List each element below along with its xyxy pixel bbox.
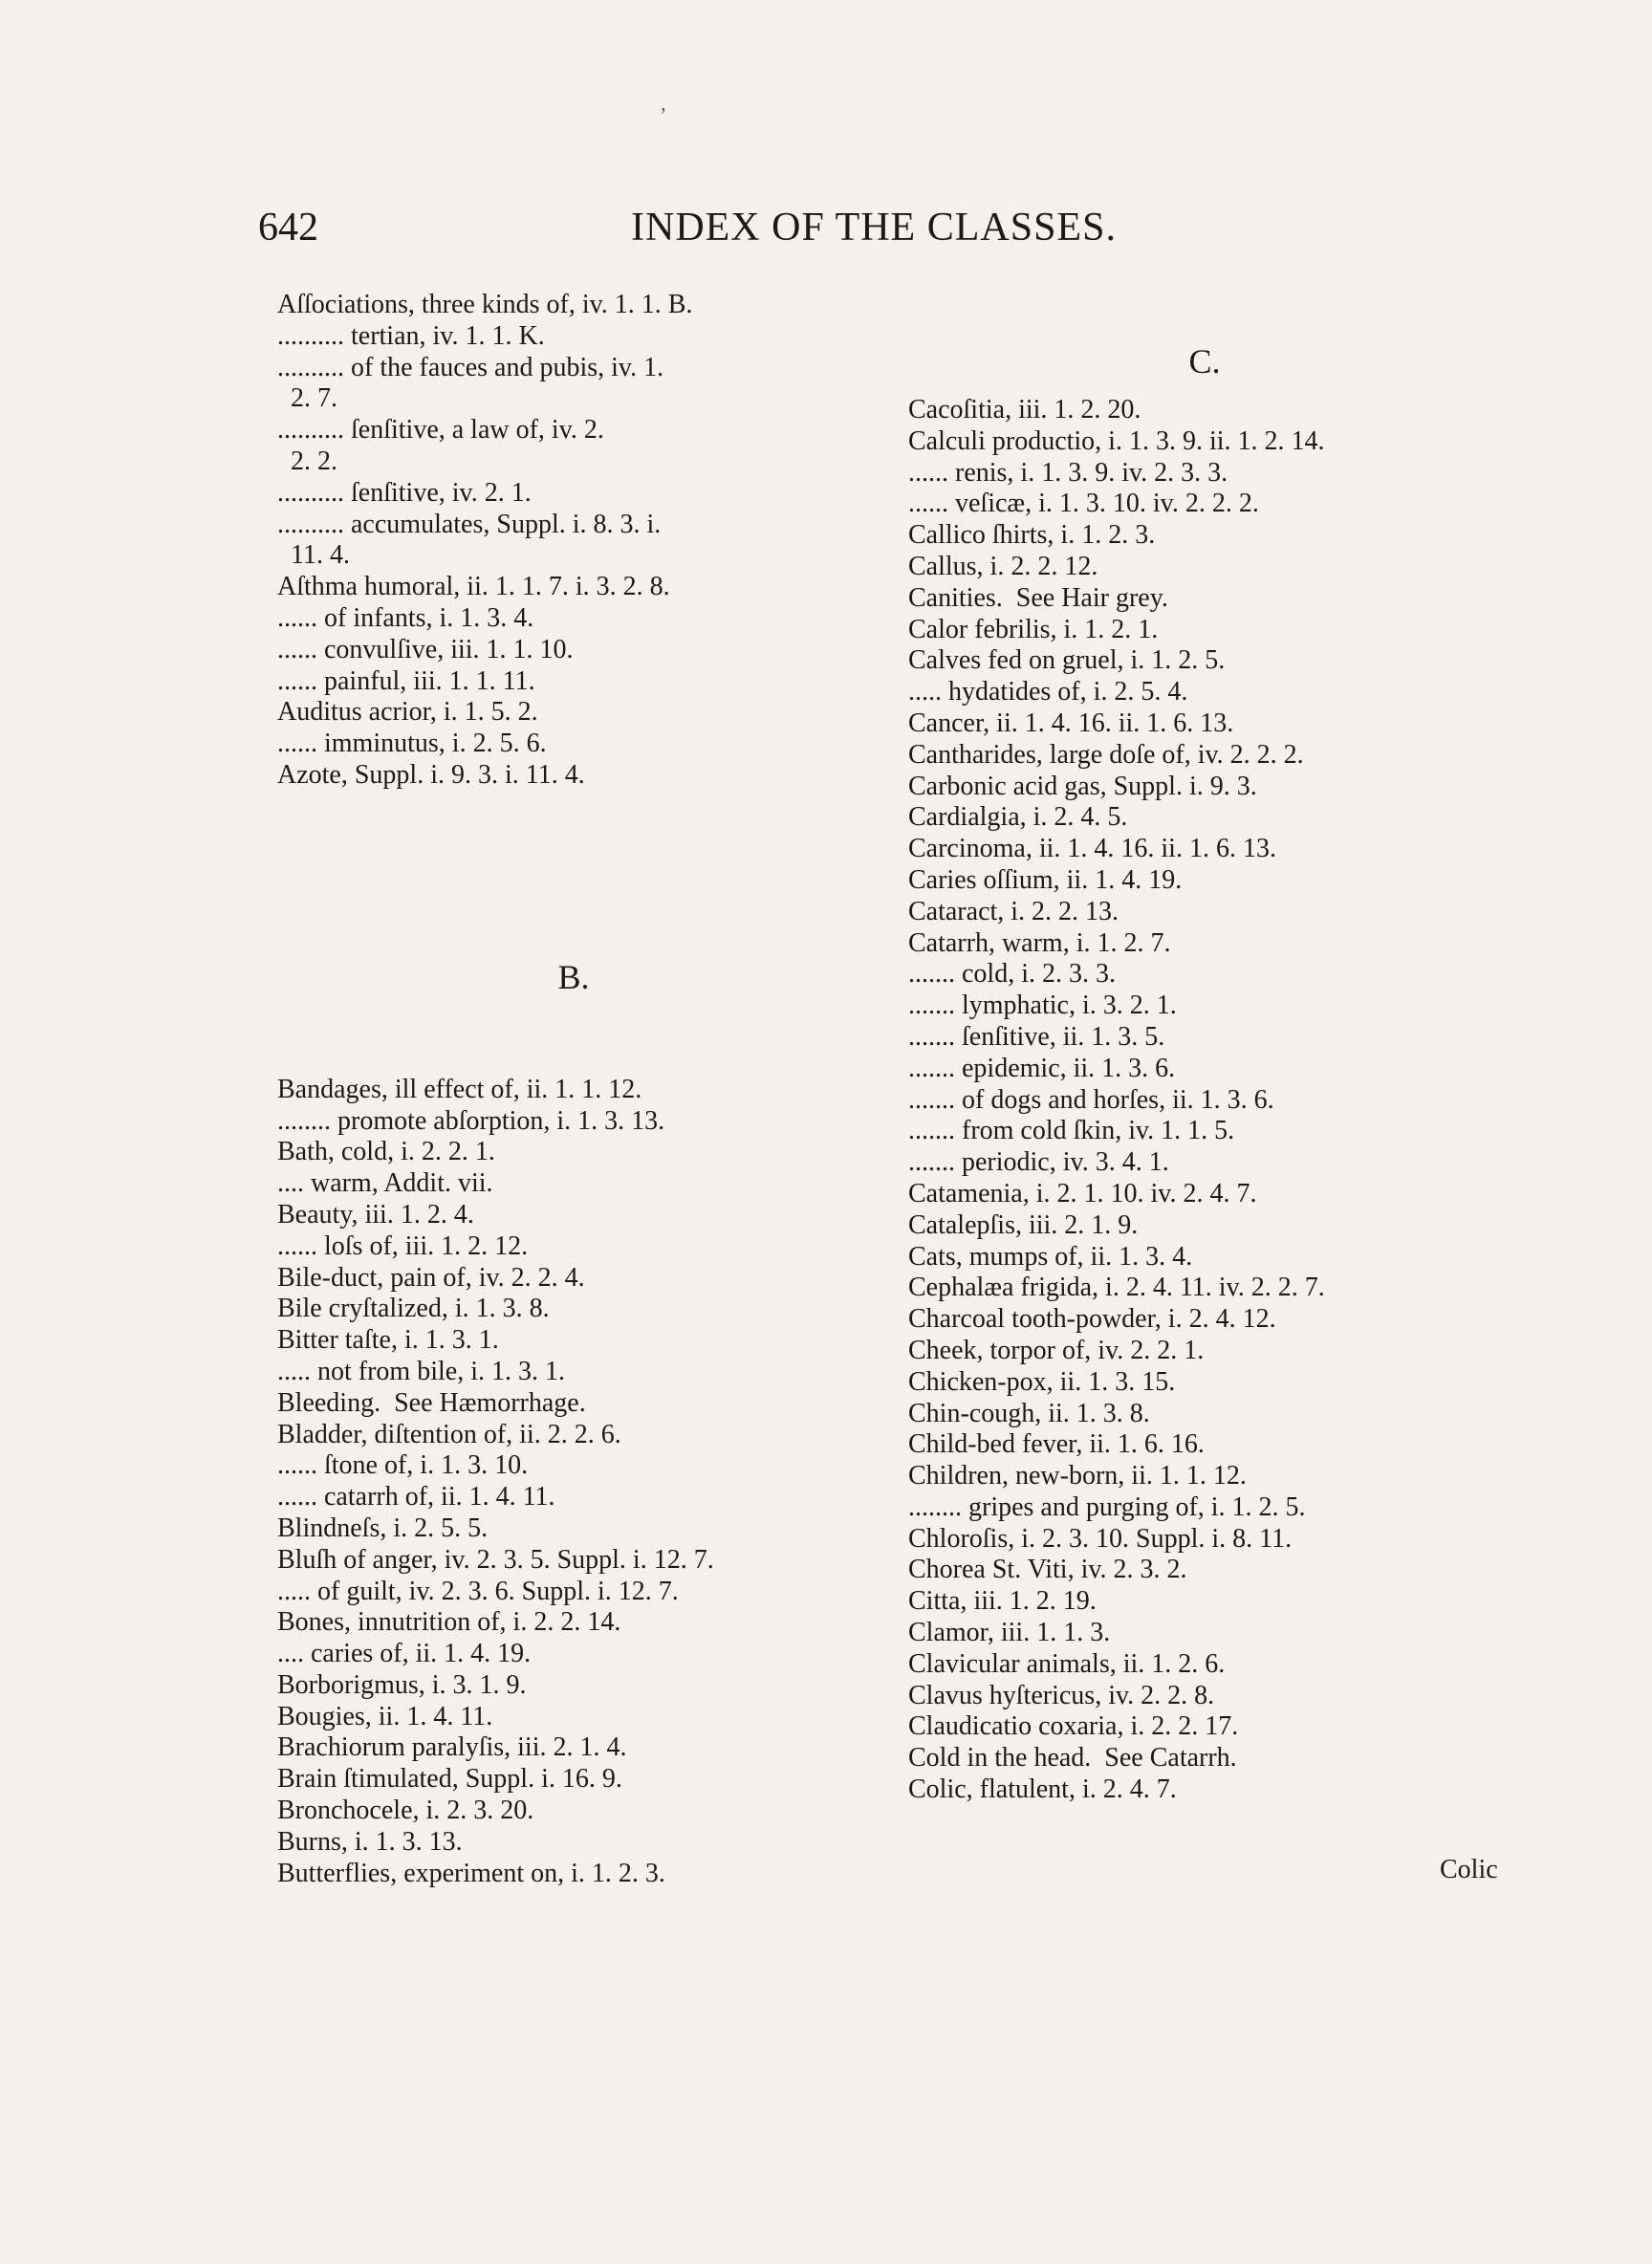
index-entry: Calor febrilis, i. 1. 2. 1. (908, 614, 1159, 644)
index-entry: ....... periodic, iv. 3. 4. 1. (908, 1147, 1169, 1178)
index-entry: .......... accumulates, Suppl. i. 8. 3. i. (277, 509, 662, 539)
page-number: 642 (258, 206, 318, 250)
index-entry: Bath, cold, i. 2. 2. 1. (277, 1137, 495, 1167)
index-entry: ....... of dogs and horſes, ii. 1. 3. 6. (908, 1084, 1274, 1115)
index-entry: Cephalæa frigida, i. 2. 4. 11. iv. 2. 2. 7. (908, 1273, 1325, 1303)
index-entry: ..... not from bile, i. 1. 3. 1. (277, 1356, 565, 1386)
index-entry: Cacoſitia, iii. 1. 2. 20. (908, 395, 1141, 424)
index-entry: Cats, mumps of, ii. 1. 3. 4. (908, 1241, 1193, 1272)
index-entry: ...... catarrh of, ii. 1. 4. 11. (277, 1482, 555, 1513)
index-entry: Chloroſis, i. 2. 3. 10. Suppl. i. 8. 11. (908, 1523, 1293, 1554)
index-entry: Citta, iii. 1. 2. 19. (908, 1586, 1097, 1617)
index-entry: Bronchocele, i. 2. 3. 20. (277, 1796, 534, 1826)
index-entry: Bleeding. See Hæmorrhage. (277, 1387, 586, 1418)
section-heading-c: C. (1188, 342, 1221, 381)
index-entry: ........ gripes and purging of, i. 1. 2. 5. (908, 1491, 1306, 1522)
index-entry: ....... epidemic, ii. 1. 3. 6. (908, 1053, 1176, 1083)
index-entry: Charcoal tooth-powder, i. 2. 4. 12. (908, 1304, 1276, 1335)
catchword: Colic (1440, 1855, 1498, 1884)
page-title: INDEX OF THE CLASSES. (631, 206, 1117, 250)
index-entry: Bones, innutrition of, i. 2. 2. 14. (277, 1607, 621, 1638)
index-entry: Clavicular animals, ii. 1. 2. 6. (908, 1648, 1226, 1679)
index-entry: ...... of infants, i. 1. 3. 4. (277, 602, 534, 633)
index-entry: Cancer, ii. 1. 4. 16. ii. 1. 6. 13. (908, 708, 1234, 738)
index-entry: Callico ſhirts, i. 1. 2. 3. (908, 520, 1156, 551)
page-header (258, 205, 1396, 262)
section-heading-b: B. (557, 957, 590, 996)
index-entry: Bluſh of anger, iv. 2. 3. 5. Suppl. i. 12. 7. (277, 1544, 714, 1575)
index-entry: 2. 2. (291, 446, 337, 476)
index-entry: Caries oſſium, ii. 1. 4. 19. (908, 864, 1183, 895)
index-entry: Bile-duct, pain of, iv. 2. 2. 4. (277, 1262, 585, 1293)
index-entry: ...... imminutus, i. 2. 5. 6. (277, 729, 547, 759)
index-entry: Claudicatio coxaria, i. 2. 2. 17. (908, 1711, 1239, 1742)
index-entry: Blindneſs, i. 2. 5. 5. (277, 1513, 489, 1543)
index-entry: Callus, i. 2. 2. 12. (908, 551, 1098, 581)
index-entry: .... caries of, ii. 1. 4. 19. (277, 1639, 532, 1669)
index-entry: Azote, Suppl. i. 9. 3. i. 11. 4. (277, 759, 585, 790)
index-entry: ..... of guilt, iv. 2. 3. 6. Suppl. i. 12. 7. (277, 1576, 679, 1606)
index-entry: ....... from cold ſkin, iv. 1. 1. 5. (908, 1116, 1235, 1146)
ink-mark: ʼ (660, 103, 667, 127)
index-entry: ...... convulſive, iii. 1. 1. 10. (277, 634, 574, 664)
index-entry: Catarrh, warm, i. 1. 2. 7. (908, 927, 1171, 958)
index-entry: Child-bed fever, ii. 1. 6. 16. (908, 1429, 1205, 1460)
index-entry: ...... renis, i. 1. 3. 9. iv. 2. 3. 3. (908, 457, 1228, 488)
index-entry: Beauty, iii. 1. 2. 4. (277, 1199, 474, 1230)
index-entry: Borborigmus, i. 3. 1. 9. (277, 1669, 527, 1700)
entries-section-a (277, 290, 870, 792)
index-entry: .... warm, Addit. vii. (277, 1168, 493, 1199)
index-entry: Bile cryſtalized, i. 1. 3. 8. (277, 1294, 550, 1324)
index-entry: Brain ſtimulated, Suppl. i. 16. 9. (277, 1764, 622, 1795)
index-entry: ....... ſenſitive, ii. 1. 3. 5. (908, 1021, 1165, 1052)
index-entry: Carcinoma, ii. 1. 4. 16. ii. 1. 6. 13. (908, 834, 1276, 864)
index-entry: Calves fed on gruel, i. 1. 2. 5. (908, 645, 1226, 676)
index-entry: 2. 7. (291, 383, 337, 414)
index-entry: Clamor, iii. 1. 1. 3. (908, 1618, 1111, 1648)
index-entry: Catamenia, i. 2. 1. 10. iv. 2. 4. 7. (908, 1178, 1257, 1208)
right-column (908, 290, 1501, 1806)
index-entry: Carbonic acid gas, Suppl. i. 9. 3. (908, 771, 1257, 801)
index-entry: ........ promote abſorption, i. 1. 3. 13. (277, 1105, 665, 1136)
index-entry: Calculi productio, i. 1. 3. 9. ii. 1. 2. 14. (908, 425, 1325, 456)
index-entry: Cheek, torpor of, iv. 2. 2. 1. (908, 1335, 1205, 1365)
index-entry: Chin-cough, ii. 1. 3. 8. (908, 1398, 1150, 1428)
index-entry: Catalepſis, iii. 2. 1. 9. (908, 1209, 1139, 1240)
index-entry: Chicken-pox, ii. 1. 3. 15. (908, 1366, 1176, 1397)
index-entry: Burns, i. 1. 3. 13. (277, 1826, 463, 1857)
index-entry: Cold in the head. See Catarrh. (908, 1743, 1237, 1774)
index-entry: ...... painful, iii. 1. 1. 11. (277, 665, 535, 696)
index-entry: Butterflies, experiment on, i. 1. 2. 3. (277, 1858, 665, 1888)
index-entry: ...... loſs of, iii. 1. 2. 12. (277, 1230, 529, 1261)
index-entry: .......... tertian, iv. 1. 1. K. (277, 320, 545, 351)
index-entry: Colic, flatulent, i. 2. 4. 7. (908, 1774, 1177, 1805)
index-entry: ....... lymphatic, i. 3. 2. 1. (908, 990, 1177, 1021)
index-entry: Bitter taſte, i. 1. 3. 1. (277, 1325, 499, 1356)
entries-section-c (908, 395, 1501, 1806)
index-entry: Bandages, ill effect of, ii. 1. 1. 12. (277, 1074, 642, 1104)
left-column (277, 290, 870, 1889)
index-entry: 11. 4. (291, 540, 350, 571)
index-entry: .......... of the fauces and pubis, iv. 1. (277, 352, 664, 382)
index-entry: Brachiorum paralyſis, iii. 2. 1. 4. (277, 1732, 627, 1763)
index-entry: Aſſociations, three kinds of, iv. 1. 1. B. (277, 290, 693, 319)
index-entry: Aſthma humoral, ii. 1. 1. 7. i. 3. 2. 8. (277, 572, 670, 602)
index-entry: ..... hydatides of, i. 2. 5. 4. (908, 677, 1188, 708)
index-entry: Cataract, i. 2. 2. 13. (908, 896, 1119, 926)
index-entry: Cardialgia, i. 2. 4. 5. (908, 802, 1128, 833)
index-entry: .......... ſenſitive, a law of, iv. 2. (277, 415, 604, 446)
index-entry: Bladder, diſtention of, ii. 2. 2. 6. (277, 1419, 621, 1449)
index-entry: Children, new-born, ii. 1. 1. 12. (908, 1461, 1247, 1491)
entries-section-b (277, 1075, 870, 1890)
index-entry: ....... cold, i. 2. 3. 3. (908, 959, 1116, 990)
index-entry: Chorea St. Viti, iv. 2. 3. 2. (908, 1555, 1187, 1585)
index-entry: Clavus hyſtericus, iv. 2. 2. 8. (908, 1680, 1215, 1710)
index-entry: ...... veſicæ, i. 1. 3. 10. iv. 2. 2. 2. (908, 489, 1259, 519)
index-entry: Bougies, ii. 1. 4. 11. (277, 1701, 493, 1731)
index-entry: .......... ſenſitive, iv. 2. 1. (277, 477, 532, 508)
index-entry: Cantharides, large doſe of, iv. 2. 2. 2. (908, 739, 1304, 770)
index-entry: ...... ſtone of, i. 1. 3. 10. (277, 1450, 529, 1481)
index-entry: Auditus acrior, i. 1. 5. 2. (277, 697, 538, 728)
index-entry: Canities. See Hair grey. (908, 582, 1168, 613)
